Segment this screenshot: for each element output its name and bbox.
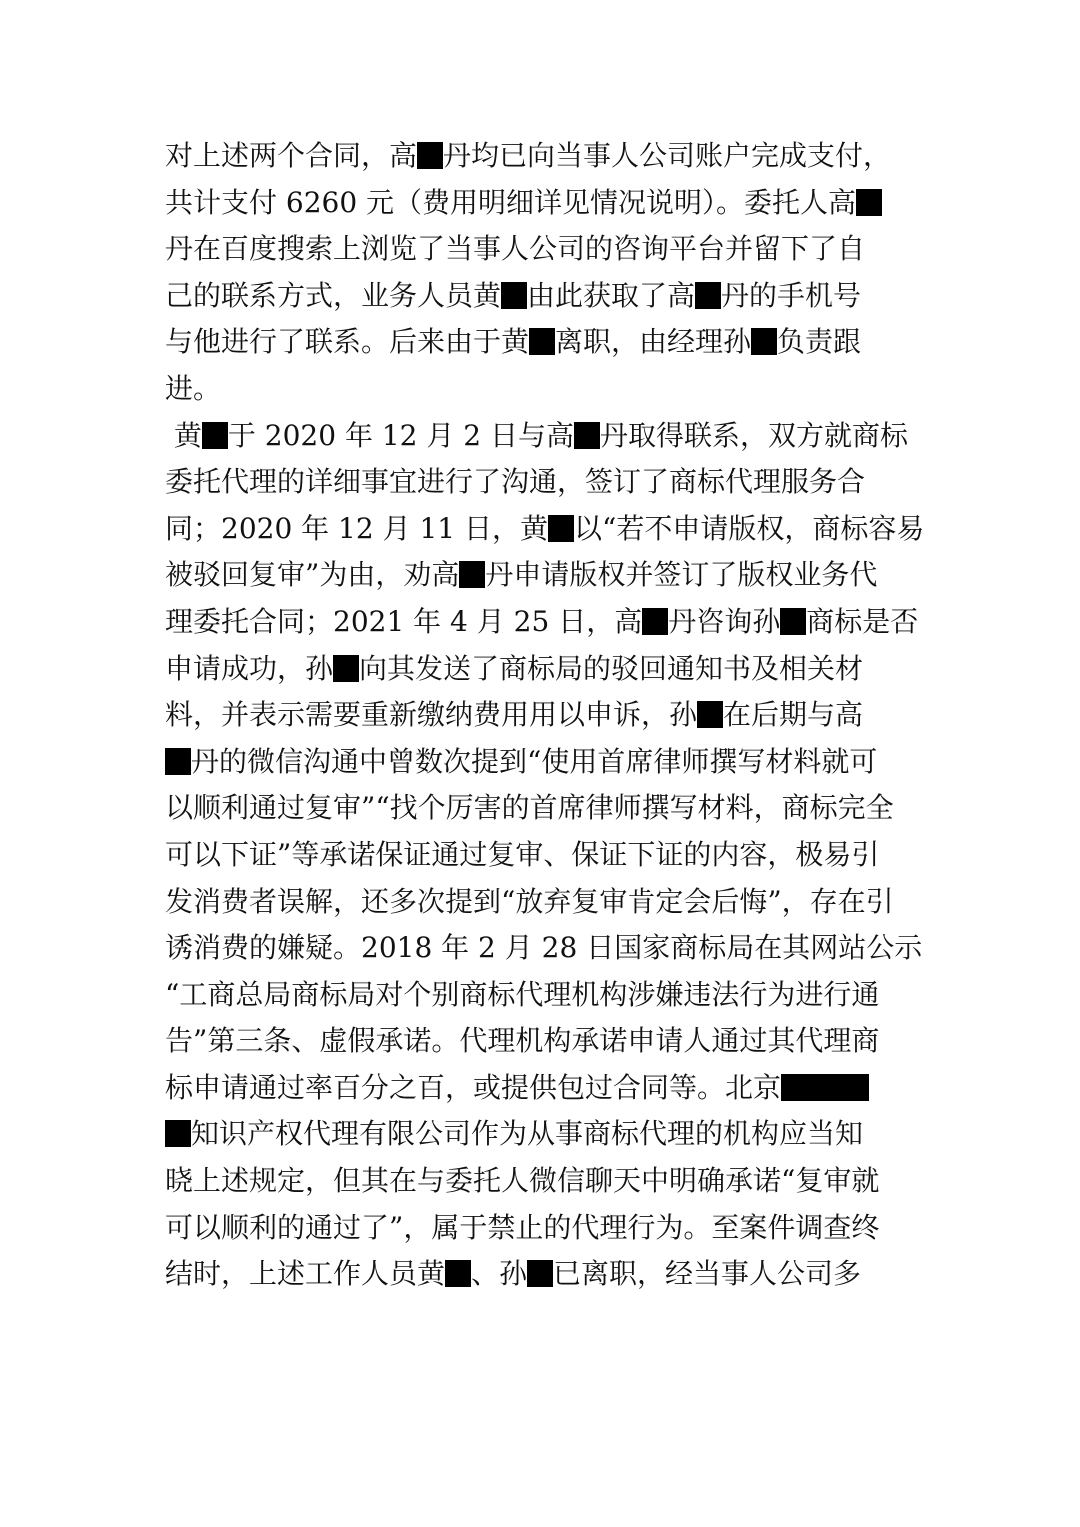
text-line: 被驳回复审”为由，劝高 丹申请版权并签订了版权业务代 [165,558,878,592]
redaction-block [202,422,228,449]
redaction-block [165,1120,191,1147]
redaction-block [459,561,485,588]
redaction-block [548,515,574,542]
text-line: 可以顺利的通过了”，属于禁止的代理行为。至案件调查终 [165,1210,880,1244]
text-line: 申请成功，孙 向其发送了商标局的驳回通知书及相关材 [165,651,864,685]
redaction-block [445,1260,471,1287]
text-line: “工商总局商标局对个别商标代理机构涉嫌违法行为进行通 [165,977,880,1011]
redaction-block [781,1074,869,1101]
text-line: 己的联系方式，业务人员黄 由此获取了高 丹的手机号 [165,278,862,312]
text-line: 发消费者误解，还多次提到“放弃复审肯定会后悔”，存在引 [165,884,894,918]
text-line: 共计支付 6260 元（费用明细详见情况说明）。委托人高 [165,180,925,227]
text-line: 晓上述规定，但其在与委托人微信聊天中明确承诺“复审就 [165,1164,880,1198]
text-line: 委托代理的详细事宜进行了沟通，签订了商标代理服务合 [165,465,866,499]
redaction-block [697,701,723,728]
text-line: 知识产权代理有限公司作为从事商标代理的机构应当知 [165,1111,925,1158]
text-line: 丹在百度搜索上浏览了当事人公司的咨询平台并留下了自 [165,232,866,266]
text-line: 料，并表示需要重新缴纳费用用以申诉，孙 在后期与高 [165,698,864,732]
text-line: 理委托合同；2021 年 4 月 25 日，高 丹咨询孙 商标是否 [165,604,919,638]
text-line: 告”第三条、虚假承诺。代理机构承诺申请人通过其代理商 [165,1024,880,1058]
text-line: 结时，上述工作人员黄 、孙 已离职，经当事人公司多 [165,1257,862,1291]
text-line: 诱消费的嫌疑。2018 年 2 月 28 日国家商标局在其网站公示 [165,931,923,965]
text-line: 以顺利通过复审”“找个厉害的首席律师撰写材料，商标完全 [165,791,894,825]
redaction-block [695,282,721,309]
redaction-block [574,422,600,449]
redaction-block [165,748,191,775]
redaction-block [780,608,806,635]
redaction-block [856,189,882,216]
text-line: 同；2020 年 12 月 11 日，黄 以“若不申请版权，商标容易 [165,511,925,545]
redaction-block [417,142,443,169]
text-line: 与他进行了联系。后来由于黄 离职，由经理孙 负责跟 [165,325,862,359]
redaction-block [527,1260,553,1287]
redaction-block [501,282,527,309]
text-line: 标申请通过率百分之百，或提供包过合同等。北京 [165,1065,925,1112]
text-line: 对上述两个合同，高 丹均已向当事人公司账户完成支付， [165,139,892,172]
redaction-block [333,655,359,682]
redaction-block [529,328,555,355]
text-line: 黄 于 2020 年 12 月 2 日与高 丹取得联系，双方就商标 [165,418,909,452]
redaction-block [642,608,668,635]
body-text [165,133,925,1298]
text-line: 丹的微信沟通中曾数次提到“使用首席律师撰写材料就可 [165,739,925,786]
text-line: 可以下证”等承诺保证通过复审、保证下证的内容，极易引 [165,837,880,871]
text-line: 进。 [165,371,222,405]
redaction-block [751,328,777,355]
